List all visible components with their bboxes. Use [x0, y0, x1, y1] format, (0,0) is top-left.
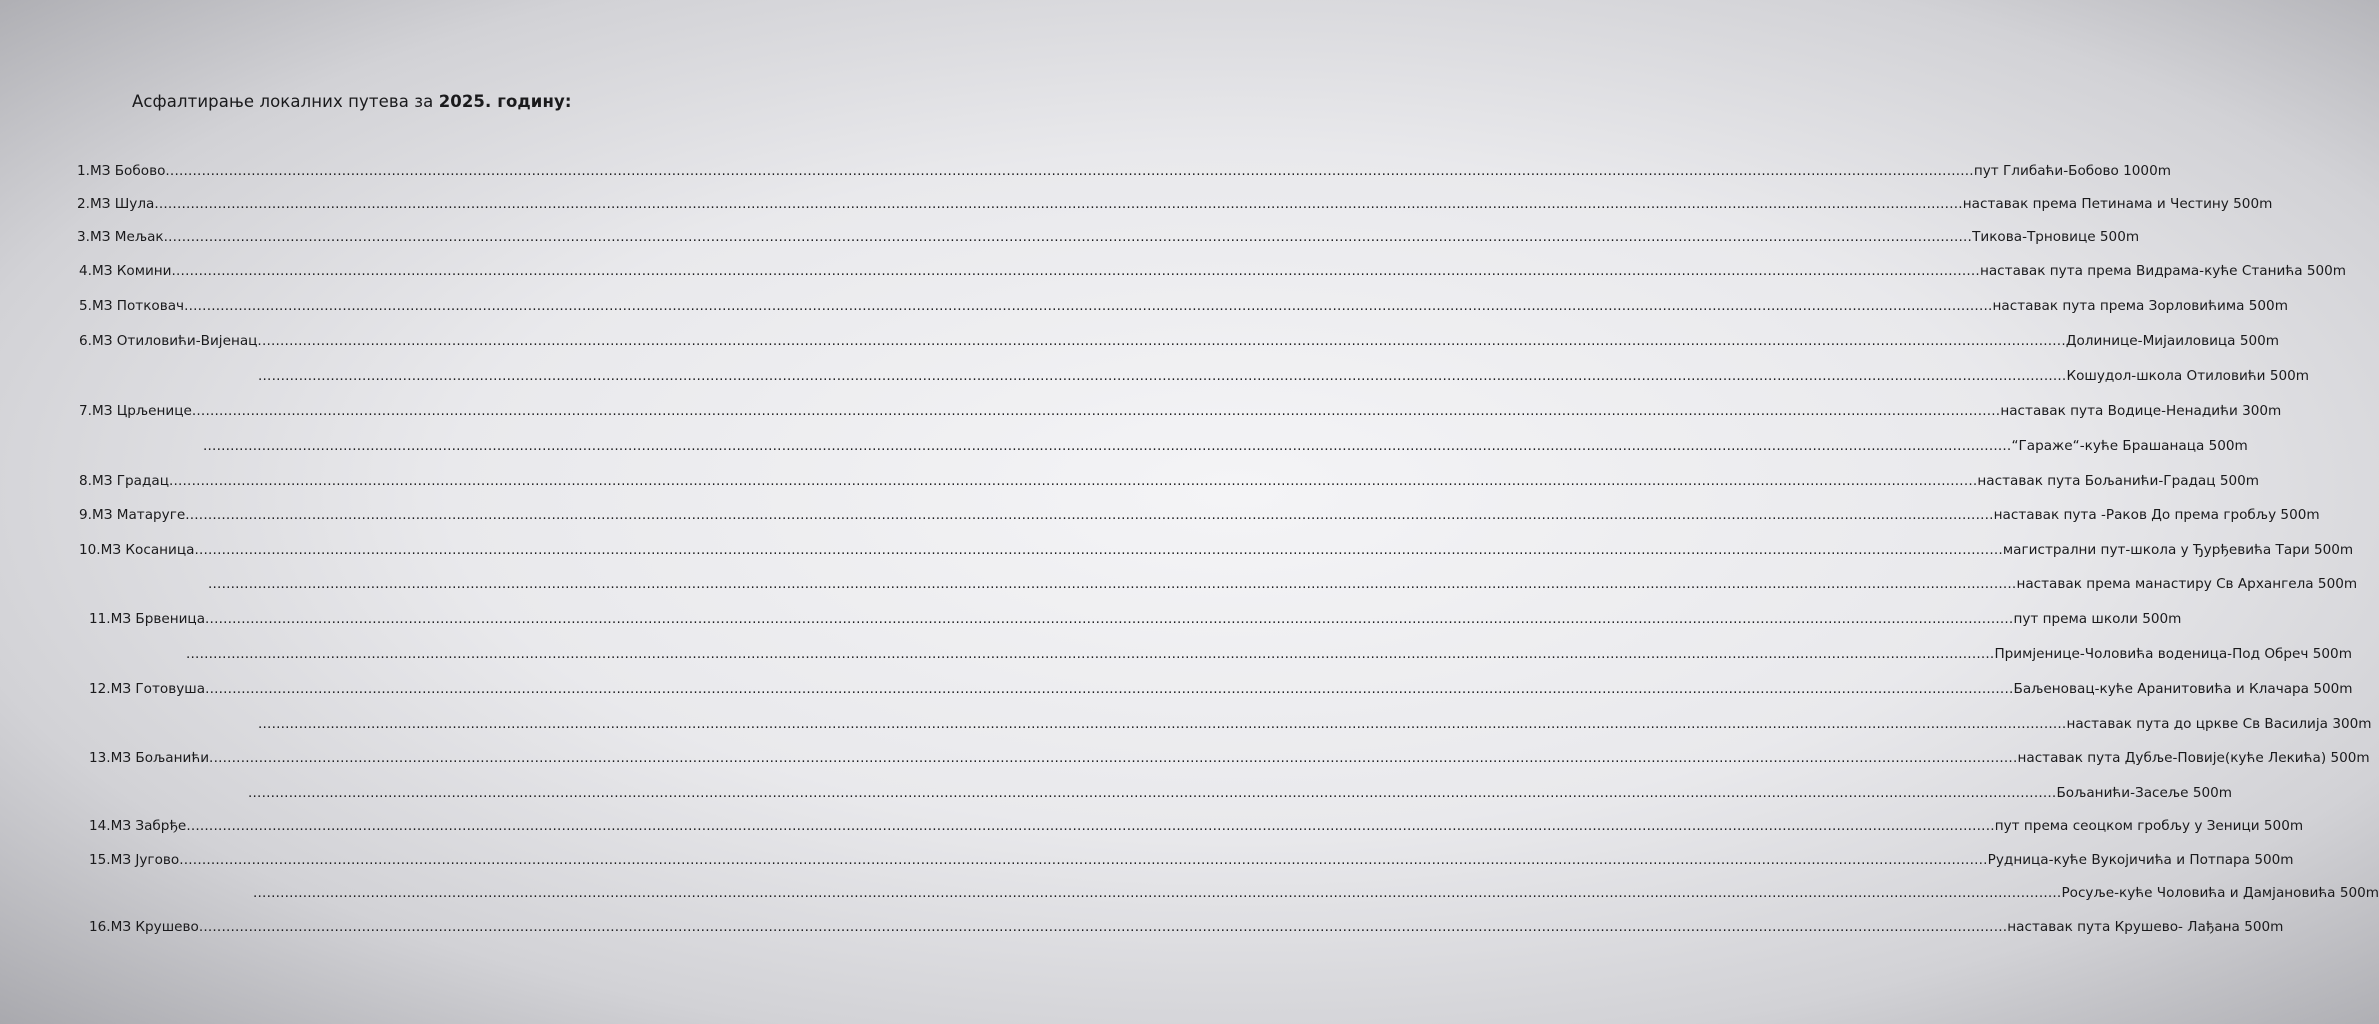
title-prefix: Асфалтирање локалних путева за	[132, 92, 439, 111]
entry-community: 1.МЗ Бобово	[77, 163, 166, 179]
leader-dots: ................................................................................................................................................................................................................................................................................................................................................................................................................	[191, 403, 2001, 419]
entry-road-description: Примјенице-Чоловића воденица-Под Обреч 500m	[1994, 646, 2352, 662]
list-item	[208, 573, 2358, 595]
leader-dots: ................................................................................................................................................................................................................................................................................................................................................................................................................	[165, 163, 1974, 179]
entry-community: 11.МЗ Брвеница	[89, 611, 206, 627]
leader-dots: ................................................................................................................................................................................................................................................................................................................................................................................................................	[248, 785, 2057, 801]
list-item	[79, 470, 2260, 492]
leader-dots: ................................................................................................................................................................................................................................................................................................................................................................................................................	[168, 473, 1978, 489]
entry-road-description: Долинице-Мијаиловица 500m	[2065, 333, 2280, 349]
entry-community: 9.МЗ Матаруге	[79, 507, 186, 523]
entry-road-description: наставак према манастиру Св Архангела 500m	[2016, 576, 2358, 592]
entry-road-description: наставак пута Водице-Ненадићи 300m	[2000, 403, 2282, 419]
leader-dots: ................................................................................................................................................................................................................................................................................................................................................................................................................	[163, 229, 1973, 245]
leader-dots: ................................................................................................................................................................................................................................................................................................................................................................................................................	[253, 885, 2062, 901]
entry-road-description: наставак пута до цркве Св Василија 300m	[2066, 716, 2372, 732]
list-item	[79, 330, 2280, 352]
list-item	[89, 815, 2304, 837]
list-item	[89, 608, 2182, 630]
entry-community: 12.МЗ Готовуша	[89, 681, 206, 697]
entry-road-description: пут према школи 500m	[2013, 611, 2182, 627]
leader-dots: ................................................................................................................................................................................................................................................................................................................................................................................................................	[154, 196, 1963, 212]
entry-road-description: Баљеновац-куће Аранитовића и Клачара 500m	[2013, 681, 2353, 697]
list-item	[89, 849, 2294, 871]
leader-dots: ................................................................................................................................................................................................................................................................................................................................................................................................................	[257, 333, 2066, 349]
entry-community: 14.МЗ Забрђе	[89, 818, 187, 834]
entry-road-description: наставак пута Дубље-Повије(куће Лекића) 500m	[2017, 750, 2370, 766]
list-item	[89, 916, 2284, 938]
list-item	[186, 643, 2352, 665]
entry-road-description: наставак пута Бољанићи-Градац 500m	[1977, 473, 2260, 489]
entry-community: 5.МЗ Потковач	[79, 298, 185, 314]
leader-dots: ................................................................................................................................................................................................................................................................................................................................................................................................................	[185, 507, 1994, 523]
leader-dots: ................................................................................................................................................................................................................................................................................................................................................................................................................	[205, 681, 2014, 697]
leader-dots: ................................................................................................................................................................................................................................................................................................................................................................................................................	[184, 298, 1993, 314]
entry-road-description: Тикова-Трновице 500m	[1972, 229, 2140, 245]
title-year: 2025. годину:	[438, 92, 572, 111]
leader-dots: ................................................................................................................................................................................................................................................................................................................................................................................................................	[205, 611, 2014, 627]
page-title	[132, 92, 602, 111]
entry-road-description: пут према сеоцком гробљу у Зеници 500m	[1994, 818, 2304, 834]
list-item	[253, 882, 2379, 904]
entry-road-description: пут Глибаћи-Бобово 1000m	[1973, 163, 2171, 179]
entry-community: 2.МЗ Шула	[77, 196, 155, 212]
entry-community: 13.МЗ Бољанићи	[89, 750, 210, 766]
entry-community: 6.МЗ Отиловићи-Вијенац	[79, 333, 258, 349]
leader-dots: ................................................................................................................................................................................................................................................................................................................................................................................................................	[186, 818, 1995, 834]
leader-dots: ................................................................................................................................................................................................................................................................................................................................................................................................................	[203, 438, 2012, 454]
list-item	[89, 747, 2370, 769]
entry-road-description: магистрални пут-школа у Ђурђевића Тари 500m	[2002, 542, 2354, 558]
entry-road-description: наставак пута према Видрама-куће Станића 500m	[1979, 263, 2347, 279]
list-item	[77, 160, 2171, 182]
list-item	[248, 782, 2233, 804]
entry-community: 10.МЗ Косаница	[79, 542, 195, 558]
leader-dots: ................................................................................................................................................................................................................................................................................................................................................................................................................	[258, 716, 2067, 732]
list-item	[79, 539, 2354, 561]
entry-community: 8.МЗ Градац	[79, 473, 169, 489]
entry-road-description: Кошудол-школа Отиловићи 500m	[2066, 368, 2310, 384]
entry-road-description: “Гараже“-куће Брашанаца 500m	[2011, 438, 2248, 454]
entry-community: 15.МЗ Југово	[89, 852, 180, 868]
list-item	[79, 295, 2288, 317]
entry-road-description: наставак пута према Зорловићима 500m	[1992, 298, 2288, 314]
list-item	[258, 365, 2310, 387]
entry-road-description: Росуље-куће Чоловића и Дамјановића 500m	[2061, 885, 2379, 901]
leader-dots: ................................................................................................................................................................................................................................................................................................................................................................................................................	[208, 576, 2017, 592]
list-item	[79, 260, 2347, 282]
list-item	[77, 193, 2273, 215]
entry-road-description: наставак према Петинама и Честину 500m	[1962, 196, 2273, 212]
leader-dots: ................................................................................................................................................................................................................................................................................................................................................................................................................	[179, 852, 1988, 868]
entry-community: 3.МЗ Мељак	[77, 229, 164, 245]
leader-dots: ................................................................................................................................................................................................................................................................................................................................................................................................................	[171, 263, 1980, 279]
list-item	[79, 504, 2320, 526]
entry-community: 4.МЗ Комини	[79, 263, 172, 279]
list-item	[89, 678, 2353, 700]
entry-road-description: Бољанићи-Засеље 500m	[2056, 785, 2233, 801]
entry-community: 16.МЗ Крушево	[89, 919, 199, 935]
leader-dots: ................................................................................................................................................................................................................................................................................................................................................................................................................	[209, 750, 2018, 766]
leader-dots: ................................................................................................................................................................................................................................................................................................................................................................................................................	[258, 368, 2067, 384]
entry-road-description: наставак пута -Раков До према гробљу 500m	[1993, 507, 2320, 523]
list-item	[258, 713, 2372, 735]
list-item	[203, 435, 2248, 457]
list-item	[77, 226, 2140, 248]
leader-dots: ................................................................................................................................................................................................................................................................................................................................................................................................................	[186, 646, 1995, 662]
entry-road-description: наставак пута Крушево- Лађана 500m	[2007, 919, 2284, 935]
leader-dots: ................................................................................................................................................................................................................................................................................................................................................................................................................	[198, 919, 2008, 935]
list-item	[79, 400, 2282, 422]
leader-dots: ................................................................................................................................................................................................................................................................................................................................................................................................................	[194, 542, 2003, 558]
entry-community: 7.МЗ Црљенице	[79, 403, 192, 419]
entry-road-description: Рудница-куће Вукојичића и Потпара 500m	[1987, 852, 2294, 868]
